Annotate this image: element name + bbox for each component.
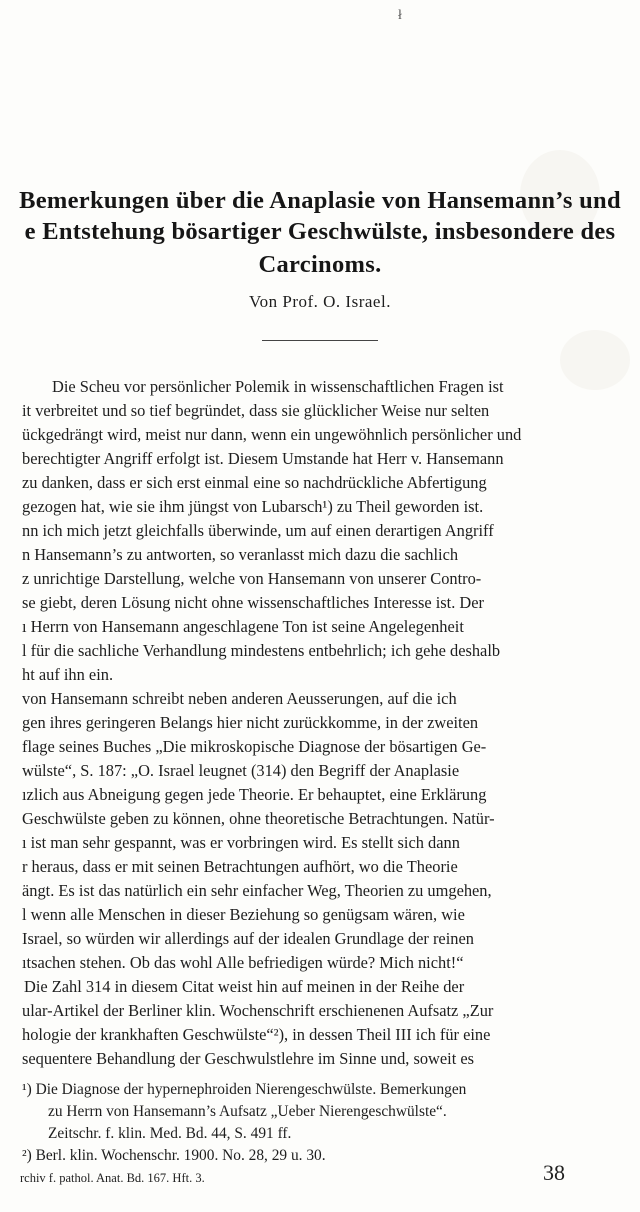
body-line: r heraus, dass er mit seinen Betrachtungen aufhört, wo die Theorie [22,857,458,876]
footnote-line: zu Herrn von Hansemann’s Aufsatz „Ueber Nierengeschwülste“. [48,1103,447,1120]
body-line: ı Herrn von Hansemann angeschlagene Ton ist seine Angelegenheit [22,617,464,636]
body-line: Die Scheu vor persönlicher Polemik in wissenschaftlichen Fragen ist [52,377,504,396]
body-line: l für die sachliche Verhandlung mindestens entbehrlich; ich gehe deshalb [22,641,501,660]
footnote-line: Zeitschr. f. klin. Med. Bd. 44, S. 491 ff. [48,1125,292,1142]
body-line: von Hansemann schreibt neben anderen Aeusserungen, auf die ich [22,689,457,708]
title-separator-rule [262,340,378,341]
body-line: ht auf ihn ein. [22,665,114,684]
body-line: l wenn alle Menschen in dieser Beziehung so genügsam wären, wie [22,905,465,924]
body-line: ängt. Es ist das natürlich ein sehr einfacher Weg, Theorien zu umgehen, [22,881,492,900]
body-line: it verbreitet und so tief begründet, dass sie glücklicher Weise nur selten [22,401,490,420]
journal-footer: rchiv f. pathol. Anat. Bd. 167. Hft. 3. [20,1171,205,1185]
article-title-line-3: Carcinoms. [258,251,382,278]
body-line: zu danken, dass er sich erst einmal eine so nachdrückliche Abfertigung [22,473,487,492]
body-line: nn ich mich jetzt gleichfalls überwinde, um auf einen derartigen Angriff [22,521,494,540]
footnote-line: ¹) Die Diagnose der hypernephroiden Nierengeschwülste. Bemerkungen [22,1081,467,1098]
author-line: Von Prof. O. Israel. [249,292,391,311]
page-number: 38 [543,1160,565,1185]
body-line: gen ihres geringeren Belangs hier nicht zurückkomme, in der zweiten [22,713,479,732]
body-line: hologie der krankhaften Geschwülste“²), in dessen Theil III ich für eine [22,1025,491,1044]
body-line: sequentere Behandlung der Geschwulstlehre im Sinne und, soweit es [22,1049,474,1068]
body-line: ückgedrängt wird, meist nur dann, wenn ein ungewöhnlich persönlicher und [22,425,522,444]
body-line: z unrichtige Darstellung, welche von Hansemann von unserer Contro- [22,569,482,588]
body-line: flage seines Buches „Die mikroskopische Diagnose der bösartigen Ge- [22,737,487,756]
article-title-line-1: Bemerkungen über die Anaplasie von Hansemann’s und [19,187,621,214]
body-line: se giebt, deren Lösung nicht ohne wissenschaftliches Interesse ist. Der [22,593,484,612]
body-line: gezogen hat, wie sie ihm jüngst von Lubarsch¹) zu Theil geworden ist. [22,497,484,516]
body-line: ıtsachen stehen. Ob das wohl Alle befriedigen würde? Mich nicht!“ [22,953,464,972]
body-line: Geschwülste geben zu können, ohne theoretische Betrachtungen. Natür- [22,809,495,828]
article-title-line-2: e Entstehung bösartiger Geschwülste, insbesondere des [24,218,616,245]
body-line: berechtigter Angriff erfolgt ist. Diesem Umstande hat Herr v. Hansemann [22,449,504,468]
body-line: n Hansemann’s zu antworten, so veranlasst mich dazu die sachlich [22,545,459,564]
body-line: Die Zahl 314 in diesem Citat weist hin auf meinen in der Reihe der [24,977,465,996]
body-line: ular-Artikel der Berliner klin. Wochenschrift erschienenen Aufsatz „Zur [22,1001,494,1020]
footnote-line: ²) Berl. klin. Wochenschr. 1900. No. 28, 29 u. 30. [22,1147,326,1164]
body-line: ızlich aus Abneigung gegen jede Theorie. Er behauptet, eine Erklärung [22,785,487,804]
body-line: wülste“, S. 187: „O. Israel leugnet (314) den Begriff der Anaplasie [22,761,460,780]
header-mark: ł [398,8,402,23]
body-line: Israel, so würden wir allerdings auf der idealen Grundlage der reinen [22,929,474,948]
body-line: ı ist man sehr gespannt, was er vorbringen wird. Es stellt sich dann [22,833,460,852]
